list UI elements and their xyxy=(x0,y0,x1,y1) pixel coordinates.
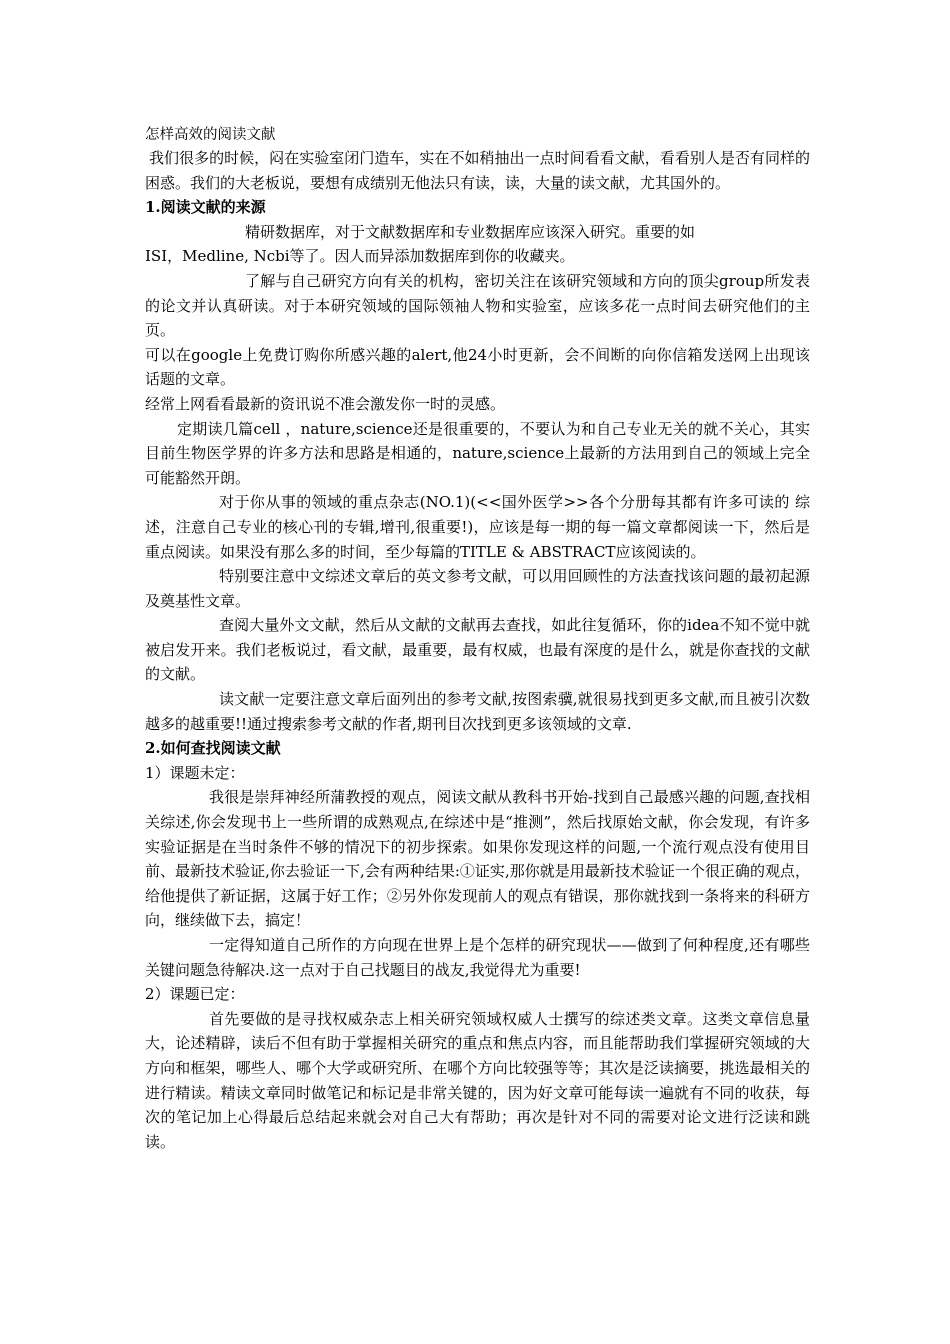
paragraph: 一定得知道自己所作的方向现在世界上是个怎样的研究现状——做到了何种程度,还有哪些关键问题急待解决.这一点对于自己找题目的战友,我觉得尤为重要! xyxy=(145,936,810,979)
paragraph: ISI，Medline, Ncbi等了。因人而异添加数据库到你的收藏夹。 xyxy=(145,247,575,266)
document-page xyxy=(145,124,810,1154)
paragraph: 精研数据库，对于文献数据库和专业数据库应该深入研究。重要的如 xyxy=(245,222,696,241)
paragraph: 了解与自己研究方向有关的机构，密切关注在该研究领域和方向的顶尖group所发表的论文并认真研读。对于本研究领域的国际领袖人物和实验室，应该多花一点时间去研究他们的主页。 xyxy=(145,271,810,340)
paragraph: 2）课题已定： xyxy=(145,985,245,1004)
paragraph: 读文献一定要注意文章后面列出的参考文献,按图索骥,就很易找到更多文献,而且被引次数越多的越重要!!通过搜索参考文献的作者,期刊目次找到更多该领域的文章. xyxy=(145,690,810,733)
paragraph: 查阅大量外文文献，然后从文献的文献再去查找，如此往复循环，你的idea不知不觉中就被启发开来。我们老板说过，看文献，最重要，最有权威，也最有深度的是什么，就是你查找的文献的文献。 xyxy=(145,616,810,684)
paragraph: 我很是崇拜神经所蒲教授的观点，阅读文献从教科书开始-找到自己最感兴趣的问题,查找相关综述,你会发现书上一些所谓的成熟观点,在综述中是“推测”，然后找原始文献，你会发现，有许多实验证据是在当时条件不够的情况下的初步探索。如果你发现这样的问题,一个流行观点没有使用目前、最新技术验证,你去验证一下,会有两种结果:①证实,那你就是用最新技术验证一个很正确的观点，给他提供了新证据，这属于好工作；②另外你发现前人的观点有错误，那你就找到一条将来的科研方向，继续做下去，搞定！ xyxy=(145,788,810,930)
document-title: 怎样高效的阅读文献 xyxy=(145,127,276,143)
document-body xyxy=(145,146,810,1154)
paragraph: 经常上网看看最新的资讯说不准会激发你一时的灵感。 xyxy=(145,394,506,413)
section-heading: 2.如何查找阅读文献 xyxy=(145,739,281,758)
paragraph: 定期读几篇cell ，nature,science还是很重要的，不要认为和自己专业无关的就不关心，其实目前生物医学界的许多方法和思路是相通的，nature,science上最新的方法用到自己的领域上完全可能豁然开朗。 xyxy=(145,419,810,487)
paragraph: 首先要做的是寻找权威杂志上相关研究领域权威人士撰写的综述类文章。这类文章信息量大，论述精辟，读后不但有助于掌握相关研究的重点和焦点内容，而且能帮助我们掌握研究领域的大方向和框架，哪些人、哪个大学或研究所、在哪个方向比较强等等；其次是泛读摘要，挑选最相关的进行精读。精读文章同时做笔记和标记是非常关键的，因为好文章可能每读一遍就有不同的收获，每次的笔记加上心得最后总结起来就会对自己大有帮助；再次是针对不同的需要对论文进行泛读和跳读。 xyxy=(145,1009,810,1151)
paragraph: 对于你从事的领域的重点杂志(NO.1)(<<国外医学>>各个分册每其都有许多可读的 综述，注意自己专业的核心刊的专辑,增刊,很重要!)，应该是每一期的每一篇文章都阅读一下，然后是重点阅读。如果没有那么多的时间，至少每篇的TITLE & ABSTRACT应该阅读的。 xyxy=(145,493,810,561)
paragraph: 我们很多的时候，闷在实验室闭门造车，实在不如稍抽出一点时间看看文献，看看别人是否有同样的困惑。我们的大老板说，要想有成绩别无他法只有读，读，大量的读文献，尤其国外的。 xyxy=(145,149,810,192)
paragraph: 可以在google上免费订购你所感兴趣的alert,他24小时更新，会不间断的向你信箱发送网上出现该话题的文章。 xyxy=(145,345,810,389)
paragraph: 特别要注意中文综述文章后的英文参考文献，可以用回顾性的方法查找该问题的最初起源及奠基性文章。 xyxy=(145,567,810,610)
section-heading: 1.阅读文献的来源 xyxy=(145,198,266,217)
paragraph: 1）课题未定： xyxy=(145,763,245,782)
